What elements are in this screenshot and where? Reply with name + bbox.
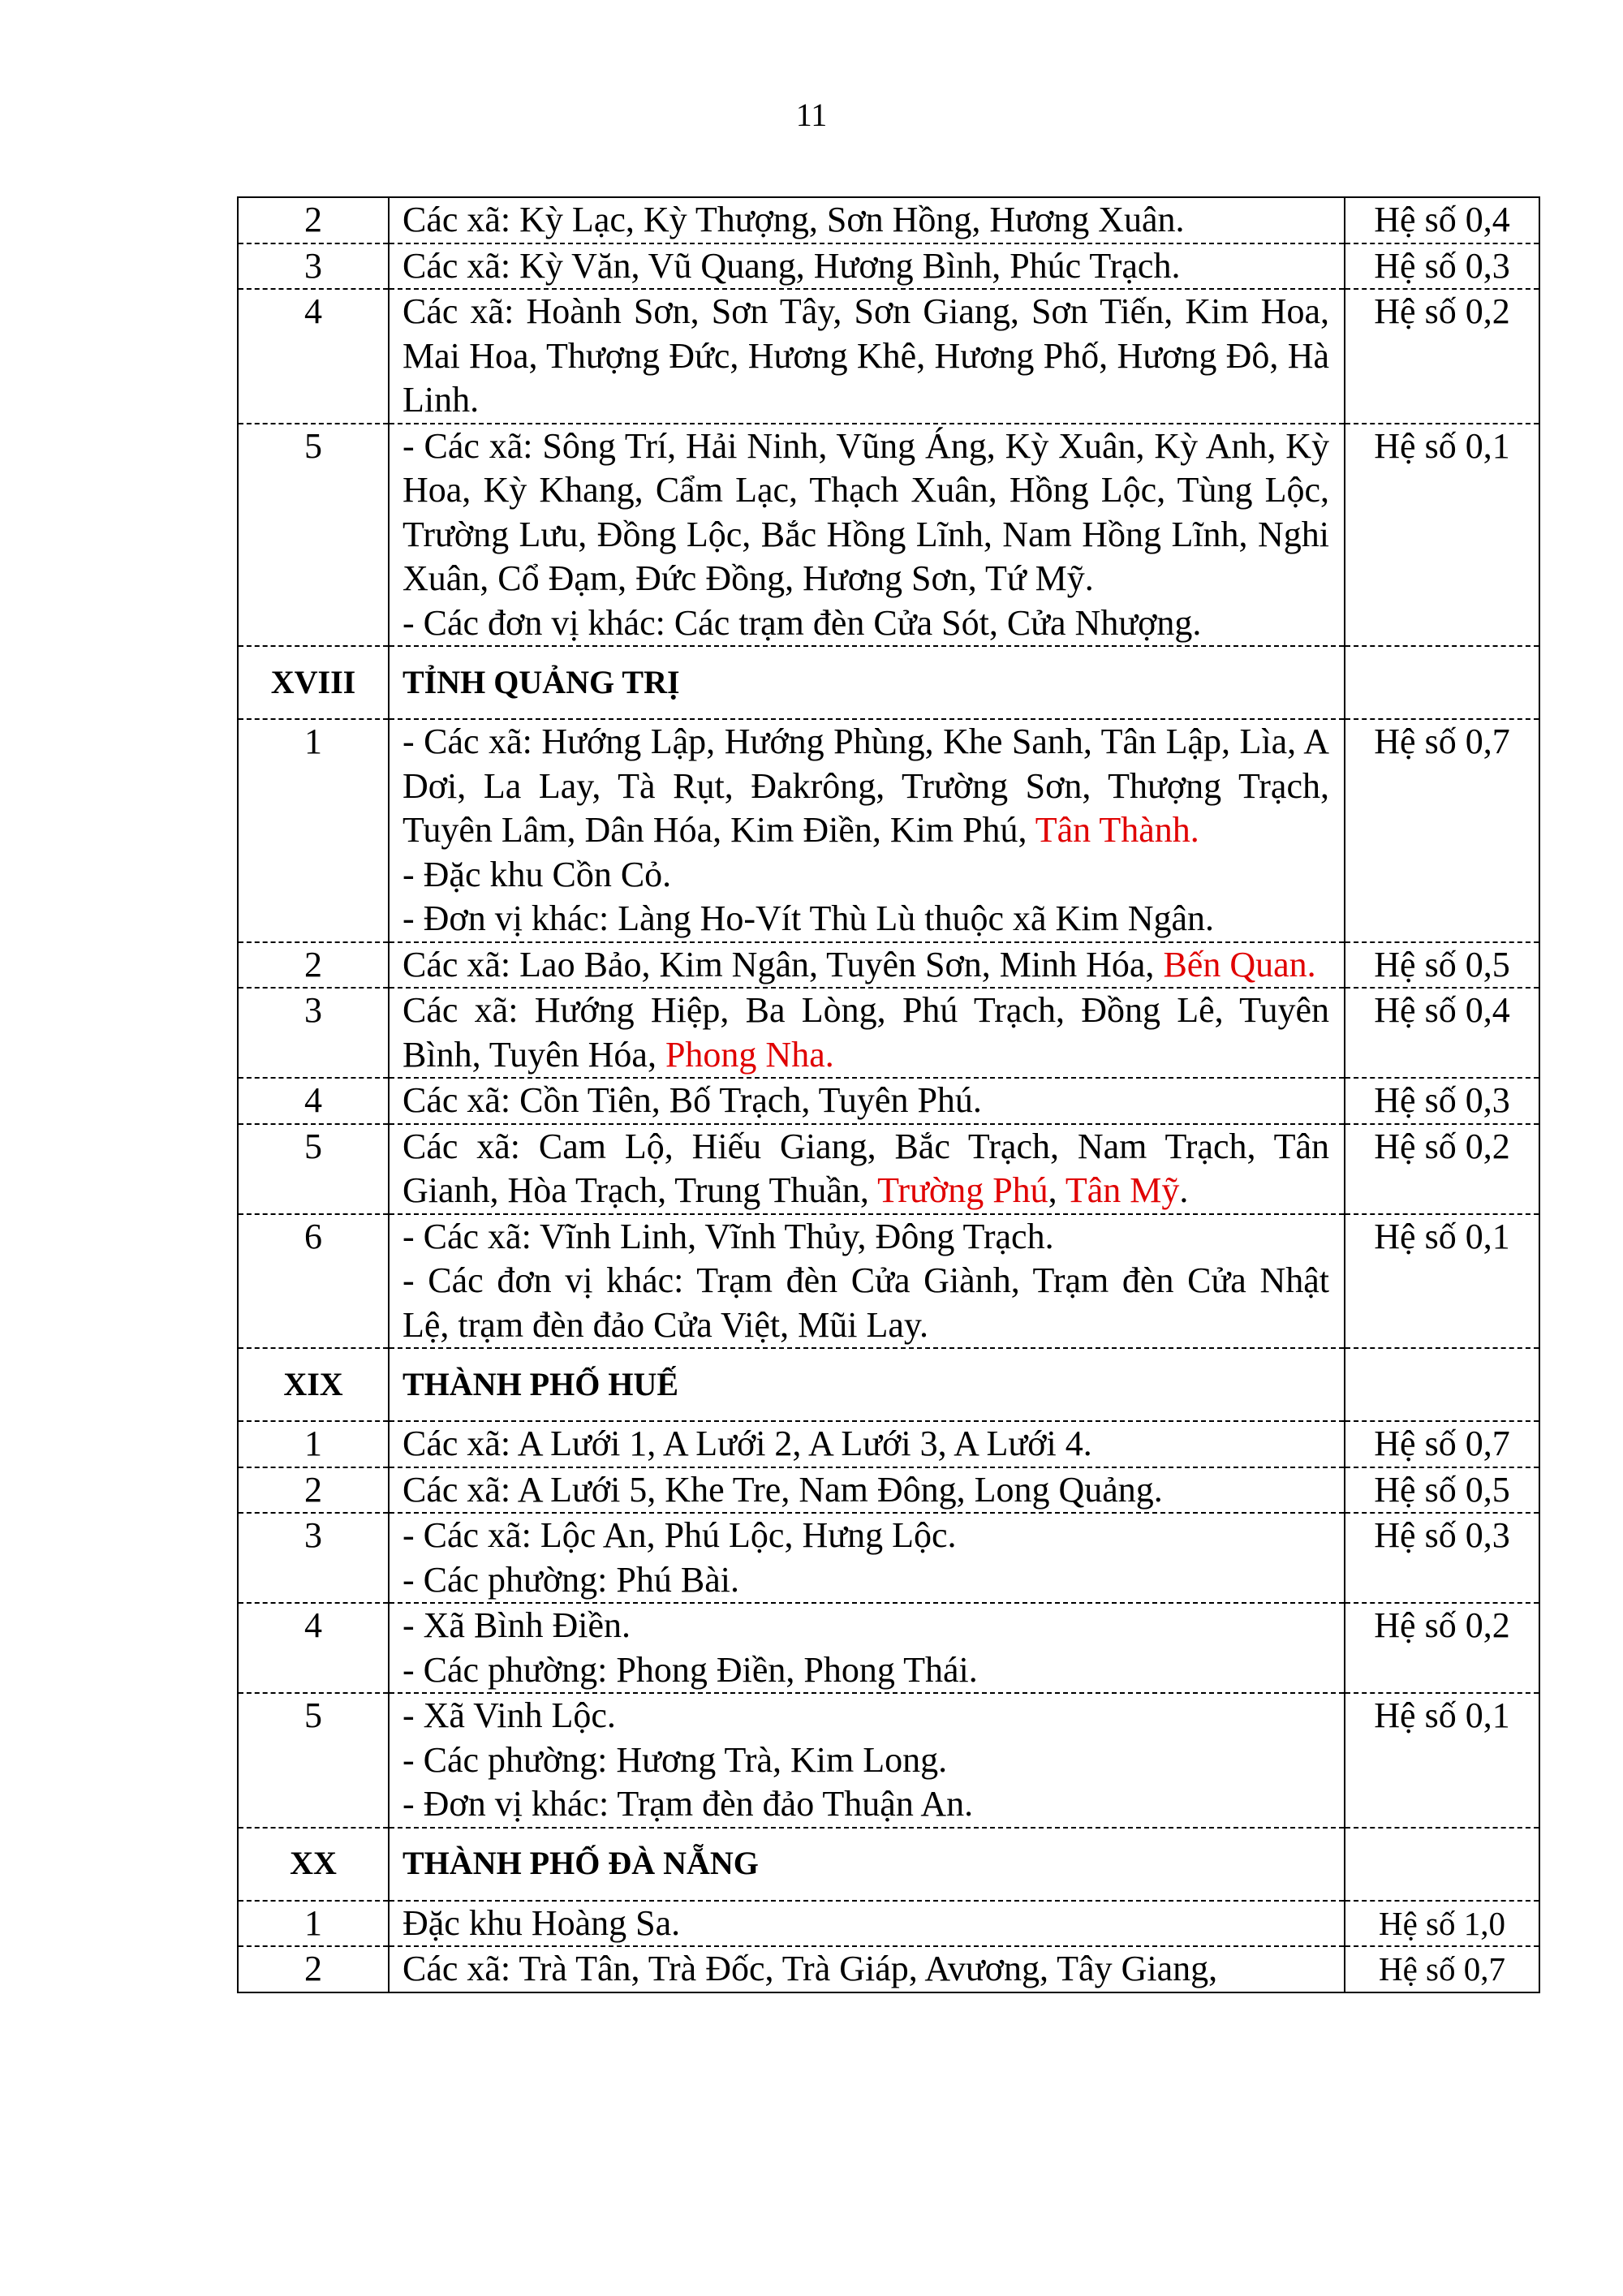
description-line (403, 290, 1329, 423)
highlighted-text: Tân Mỹ (1065, 1170, 1180, 1210)
highlighted-text: Bến Quan. (1163, 944, 1316, 984)
row-description (389, 424, 1345, 647)
row-number: 2 (238, 197, 389, 243)
description-line (403, 244, 1329, 289)
description-line (403, 1648, 1329, 1693)
description-line (403, 1079, 1329, 1123)
description-text: . (1179, 1170, 1189, 1210)
description-line (403, 853, 1329, 898)
description-line (403, 1558, 1329, 1603)
table-row (238, 1693, 1539, 1828)
description-text: Đặc khu Hoàng Sa. (403, 1902, 681, 1943)
description-text: Các xã: Lao Bảo, Kim Ngân, Tuyên Sơn, Minh Hóa, (403, 944, 1164, 984)
coefficient-value: Hệ số 0,4 (1345, 988, 1539, 1078)
highlighted-text: Phong Nha. (665, 1034, 834, 1075)
description-text: - Các xã: Hướng Lập, Hướng Phùng, Khe Sanh, Tân Lập, Lìa, A Dơi, La Lay, Tà Rụt, Đakrông, Trường Sơn, Thượng Trạch, Tuyên Lâm, Dân Hóa, Kim Điền, Kim Phú, (403, 722, 1329, 850)
row-description (389, 197, 1345, 243)
description-line (403, 1694, 1329, 1738)
description-line (403, 1215, 1329, 1260)
description-text: - Xã Bình Điền. (403, 1605, 631, 1645)
description-text: - Đặc khu Cồn Cỏ. (403, 854, 672, 894)
description-line (403, 1514, 1329, 1558)
table-row (238, 197, 1539, 243)
row-number: 5 (238, 1124, 389, 1214)
table-row (238, 1603, 1539, 1693)
row-number: 1 (238, 1901, 389, 1947)
description-line (403, 1125, 1329, 1213)
table-row (238, 942, 1539, 989)
description-line (403, 198, 1329, 243)
coefficient-value: Hệ số 0,1 (1345, 424, 1539, 647)
description-text: - Các đơn vị khác: Các trạm đèn Cửa Sót, Cửa Nhượng. (403, 602, 1202, 643)
description-text: Các xã: Trà Tân, Trà Đốc, Trà Giáp, Avương, Tây Giang, (403, 1949, 1218, 1988)
description-line (403, 1604, 1329, 1648)
row-number: 2 (238, 1946, 389, 1992)
row-description (389, 988, 1345, 1078)
table-row (238, 719, 1539, 942)
row-description (389, 1467, 1345, 1514)
coefficient-value: Hệ số 0,2 (1345, 289, 1539, 424)
coefficient-value: Hệ số 0,3 (1345, 243, 1539, 290)
row-number: 3 (238, 1513, 389, 1603)
row-description (389, 1124, 1345, 1214)
row-description (389, 1693, 1345, 1828)
description-line (403, 989, 1329, 1077)
table-row (238, 1946, 1539, 1992)
description-text: - Đơn vị khác: Trạm đèn đảo Thuận An. (403, 1784, 974, 1824)
row-number: 4 (238, 1078, 389, 1124)
description-line (403, 1947, 1329, 1992)
section-title: THÀNH PHỐ HUẾ (389, 1348, 1345, 1421)
description-text: Các xã: Cam Lộ, Hiếu Giang, Bắc Trạch, Nam Trạch, Tân Gianh, Hòa Trạch, Trung Thuần, (403, 1126, 1329, 1210)
description-text: - Các phường: Phong Điền, Phong Thái. (403, 1649, 978, 1690)
row-number: 6 (238, 1214, 389, 1349)
coefficient-value (1345, 1348, 1539, 1421)
coefficient-value: Hệ số 0,7 (1345, 1421, 1539, 1467)
description-line (403, 720, 1329, 853)
section-row (238, 646, 1539, 719)
section-number: XIX (238, 1348, 389, 1421)
description-line (403, 1902, 1329, 1946)
description-text: - Các xã: Vĩnh Linh, Vĩnh Thủy, Đông Trạch. (403, 1216, 1054, 1256)
table-row (238, 1901, 1539, 1947)
row-number: 5 (238, 1693, 389, 1828)
description-text: Các xã: A Lưới 5, Khe Tre, Nam Đông, Long Quảng. (403, 1469, 1163, 1510)
table-row (238, 424, 1539, 647)
row-description (389, 1421, 1345, 1467)
coefficient-value: Hệ số 0,3 (1345, 1513, 1539, 1603)
row-description (389, 1603, 1345, 1693)
coefficient-value: Hệ số 0,1 (1345, 1693, 1539, 1828)
section-row (238, 1828, 1539, 1901)
coefficient-value (1345, 1828, 1539, 1901)
description-line (403, 1782, 1329, 1827)
description-line (403, 897, 1329, 941)
description-line (403, 943, 1329, 988)
highlighted-text: Trường Phú (877, 1170, 1048, 1210)
description-text: - Các phường: Phú Bài. (403, 1559, 739, 1600)
row-description (389, 1513, 1345, 1603)
table-row (238, 1078, 1539, 1124)
row-number: 2 (238, 942, 389, 989)
description-text: - Xã Vinh Lộc. (403, 1695, 616, 1735)
description-line (403, 601, 1329, 646)
row-description (389, 942, 1345, 989)
row-number: 1 (238, 1421, 389, 1467)
coefficient-value (1345, 646, 1539, 719)
table-row (238, 243, 1539, 290)
description-line (403, 1422, 1329, 1467)
page-number: 11 (795, 97, 828, 133)
row-number: 2 (238, 1467, 389, 1514)
coefficient-value: Hệ số 0,2 (1345, 1603, 1539, 1693)
coefficient-value: Hệ số 0,5 (1345, 1467, 1539, 1514)
row-description (389, 719, 1345, 942)
coefficient-value: Hệ số 0,3 (1345, 1078, 1539, 1124)
coefficient-value: Hệ số 0,7 (1345, 1946, 1539, 1992)
table-row (238, 1513, 1539, 1603)
highlighted-text: Tân Thành. (1035, 810, 1199, 850)
row-description (389, 1078, 1345, 1124)
table-row (238, 988, 1539, 1078)
section-number: XVIII (238, 646, 389, 719)
description-line (403, 424, 1329, 601)
description-text: Các xã: Kỳ Lạc, Kỳ Thượng, Sơn Hồng, Hương Xuân. (403, 200, 1185, 239)
description-text: Các xã: A Lưới 1, A Lưới 2, A Lưới 3, A Lưới 4. (403, 1424, 1092, 1463)
row-description (389, 1946, 1345, 1992)
coefficient-value: Hệ số 0,1 (1345, 1214, 1539, 1349)
row-number: 1 (238, 719, 389, 942)
description-text: Các xã: Hoành Sơn, Sơn Tây, Sơn Giang, Sơn Tiến, Kim Hoa, Mai Hoa, Thượng Đức, Hương Khê, Hương Phố, Hương Đô, Hà Linh. (403, 291, 1329, 420)
row-description (389, 1901, 1345, 1947)
table-row (238, 1467, 1539, 1514)
description-line (403, 1468, 1329, 1513)
description-text: Các xã: Kỳ Văn, Vũ Quang, Hương Bình, Phúc Trạch. (403, 245, 1181, 286)
description-text: Các xã: Hướng Hiệp, Ba Lòng, Phú Trạch, Đồng Lê, Tuyên Bình, Tuyên Hóa, (403, 990, 1329, 1075)
row-description (389, 1214, 1345, 1349)
description-line (403, 1738, 1329, 1783)
section-title: THÀNH PHỐ ĐÀ NẴNG (389, 1828, 1345, 1901)
coefficient-value: Hệ số 0,4 (1345, 197, 1539, 243)
table-row (238, 1124, 1539, 1214)
description-text: - Các phường: Hương Trà, Kim Long. (403, 1739, 948, 1780)
description-text: - Các xã: Lộc An, Phú Lộc, Hưng Lộc. (403, 1515, 957, 1555)
coefficient-value: Hệ số 0,5 (1345, 942, 1539, 989)
row-number: 5 (238, 424, 389, 647)
row-description (389, 243, 1345, 290)
row-number: 4 (238, 1603, 389, 1693)
table-row (238, 1214, 1539, 1349)
description-text: , (1048, 1170, 1065, 1210)
row-description (389, 289, 1345, 424)
table-row (238, 289, 1539, 424)
coefficient-table (237, 196, 1540, 1993)
description-text: Các xã: Cồn Tiên, Bố Trạch, Tuyên Phú. (403, 1080, 982, 1120)
row-number: 3 (238, 243, 389, 290)
coefficient-value: Hệ số 0,7 (1345, 719, 1539, 942)
description-line (403, 1259, 1329, 1347)
section-title: TỈNH QUẢNG TRỊ (389, 646, 1345, 719)
section-row (238, 1348, 1539, 1421)
table-row (238, 1421, 1539, 1467)
description-text: - Các xã: Sông Trí, Hải Ninh, Vũng Áng, Kỳ Xuân, Kỳ Anh, Kỳ Hoa, Kỳ Khang, Cẩm Lạc, Thạch Xuân, Hồng Lộc, Tùng Lộc, Trường Lưu, Đồng Lộc, Bắc Hồng Lĩnh, Nam Hồng Lĩnh, Nghi Xuân, Cổ Đạm, Đức Đồng, Hương Sơn, Tứ Mỹ. (403, 425, 1329, 598)
coefficient-value: Hệ số 1,0 (1345, 1901, 1539, 1947)
description-text: - Các đơn vị khác: Trạm đèn Cửa Giành, Trạm đèn Cửa Nhật Lệ, trạm đèn đảo Cửa Việt, Mũi Lay. (403, 1260, 1329, 1345)
row-number: 4 (238, 289, 389, 424)
description-text: - Đơn vị khác: Làng Ho-Vít Thù Lù thuộc xã Kim Ngân. (403, 898, 1215, 938)
section-number: XX (238, 1828, 389, 1901)
coefficient-value: Hệ số 0,2 (1345, 1124, 1539, 1214)
row-number: 3 (238, 988, 389, 1078)
